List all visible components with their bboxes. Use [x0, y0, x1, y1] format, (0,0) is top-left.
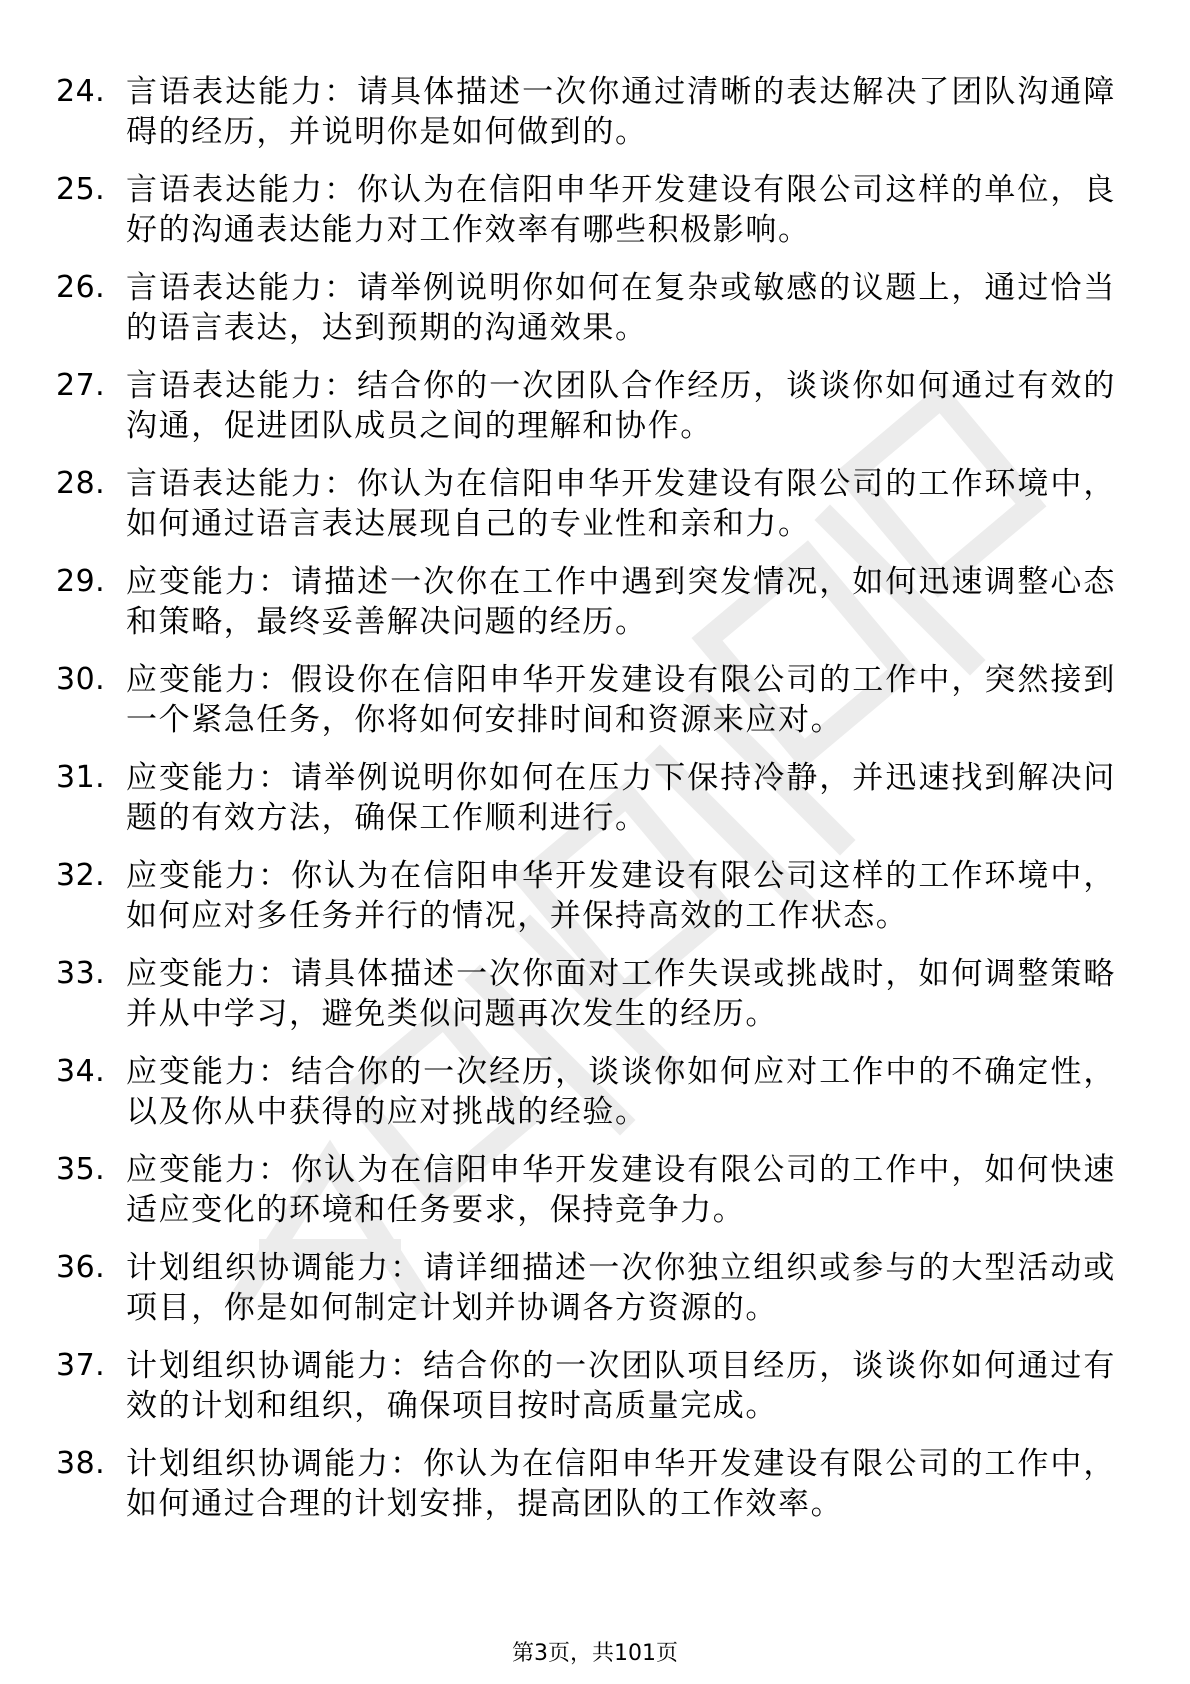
question-item	[56, 72, 1116, 170]
question-item	[56, 954, 1116, 1052]
question-text: 应变能力：请描述一次你在工作中遇到突发情况，如何迅速调整心态和策略，最终妥善解决问题的经历。	[126, 564, 1116, 640]
question-number: 38.	[56, 1446, 106, 1481]
question-text: 应变能力：请具体描述一次你面对工作失误或挑战时，如何调整策略并从中学习，避免类似问题再次发生的经历。	[126, 956, 1116, 1032]
question-item	[56, 758, 1116, 856]
question-number: 27.	[56, 368, 106, 403]
question-text: 计划组织协调能力：请详细描述一次你独立组织或参与的大型活动或项目，你是如何制定计划并协调各方资源的。	[126, 1250, 1116, 1326]
question-item	[56, 268, 1116, 366]
question-item	[56, 1248, 1116, 1346]
question-text: 言语表达能力：请具体描述一次你通过清晰的表达解决了团队沟通障碍的经历，并说明你是如何做到的。	[126, 74, 1116, 150]
question-item	[56, 562, 1116, 660]
page-footer	[0, 1640, 1190, 1668]
question-item	[56, 464, 1116, 562]
question-text: 计划组织协调能力：结合你的一次团队项目经历，谈谈你如何通过有效的计划和组织，确保项目按时高质量完成。	[126, 1348, 1116, 1424]
question-number: 36.	[56, 1250, 106, 1285]
question-number: 30.	[56, 662, 106, 697]
question-number: 34.	[56, 1054, 106, 1089]
question-number: 37.	[56, 1348, 106, 1383]
question-text: 应变能力：请举例说明你如何在压力下保持冷静，并迅速找到解决问题的有效方法，确保工作顺利进行。	[126, 760, 1116, 836]
question-text: 应变能力：假设你在信阳申华开发建设有限公司的工作中，突然接到一个紧急任务，你将如何安排时间和资源来应对。	[126, 662, 1116, 738]
question-number: 28.	[56, 466, 106, 501]
question-text: 应变能力：你认为在信阳申华开发建设有限公司这样的工作环境中，如何应对多任务并行的情况，并保持高效的工作状态。	[126, 858, 1116, 934]
question-number: 32.	[56, 858, 106, 893]
question-number: 29.	[56, 564, 106, 599]
question-text: 计划组织协调能力：你认为在信阳申华开发建设有限公司的工作中，如何通过合理的计划安排，提高团队的工作效率。	[126, 1446, 1116, 1522]
question-text: 应变能力：结合你的一次经历，谈谈你如何应对工作中的不确定性，以及你从中获得的应对挑战的经验。	[126, 1054, 1116, 1130]
question-number: 24.	[56, 74, 106, 109]
question-text: 言语表达能力：你认为在信阳申华开发建设有限公司这样的单位，良好的沟通表达能力对工作效率有哪些积极影响。	[126, 172, 1116, 248]
question-number: 31.	[56, 760, 106, 795]
question-text: 应变能力：你认为在信阳申华开发建设有限公司的工作中，如何快速适应变化的环境和任务要求，保持竞争力。	[126, 1152, 1116, 1228]
question-list	[56, 72, 1116, 1542]
question-item	[56, 170, 1116, 268]
question-item	[56, 856, 1116, 954]
question-text: 言语表达能力：结合你的一次团队合作经历，谈谈你如何通过有效的沟通，促进团队成员之间的理解和协作。	[126, 368, 1116, 444]
question-item	[56, 1444, 1116, 1542]
question-item	[56, 366, 1116, 464]
question-number: 35.	[56, 1152, 106, 1187]
question-item	[56, 660, 1116, 758]
question-number: 26.	[56, 270, 106, 305]
question-item	[56, 1052, 1116, 1150]
question-text: 言语表达能力：你认为在信阳申华开发建设有限公司的工作环境中，如何通过语言表达展现自己的专业性和亲和力。	[126, 466, 1116, 542]
question-number: 33.	[56, 956, 106, 991]
question-text: 言语表达能力：请举例说明你如何在复杂或敏感的议题上，通过恰当的语言表达，达到预期的沟通效果。	[126, 270, 1116, 346]
question-number: 25.	[56, 172, 106, 207]
question-item	[56, 1346, 1116, 1444]
question-item	[56, 1150, 1116, 1248]
page-number-label: 第3页，共101页	[512, 1641, 678, 1666]
